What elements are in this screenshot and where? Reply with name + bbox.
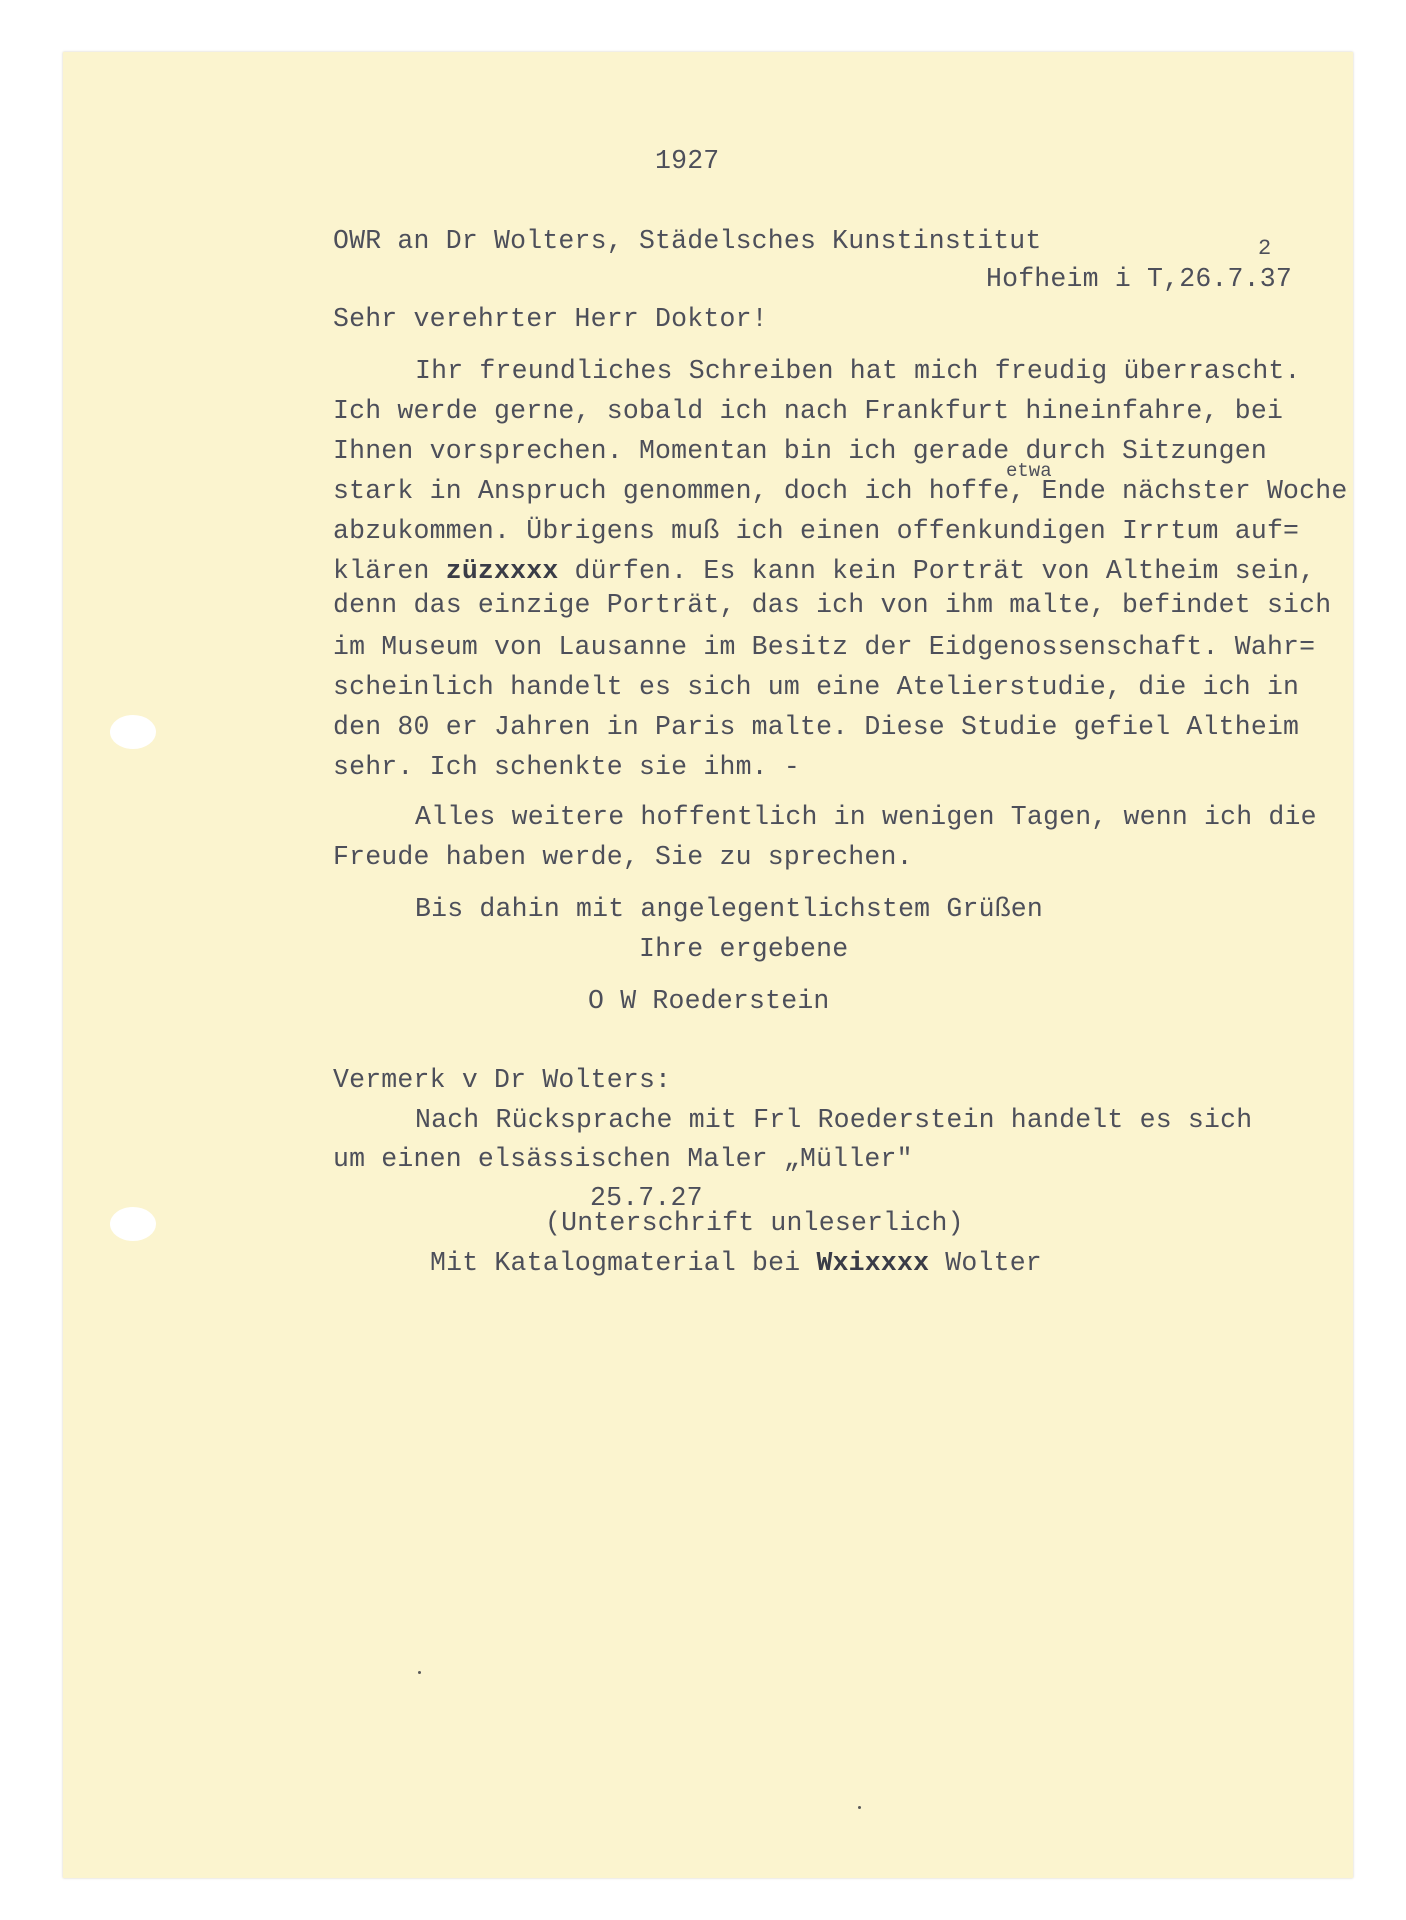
paragraph-1-line-11: sehr. Ich schenkte sie ihm. - (333, 752, 800, 782)
paragraph-1-line-6 (333, 558, 1315, 585)
page-number: 2 (1258, 236, 1272, 261)
paragraph-1-line-9: scheinlich handelt es sich um eine Atelierstudie, die ich in (333, 672, 1300, 702)
salutation: Sehr verehrter Herr Doktor! (333, 304, 768, 334)
note-date: 25.7.27 (590, 1183, 703, 1213)
note-line-1: Nach Rücksprache mit Frl Roederstein handelt es sich (415, 1105, 1253, 1135)
catalog-end: Wolter (929, 1248, 1042, 1278)
paragraph-1-line-8: im Museum von Lausanne im Besitz der Eidgenossenschaft. Wahr= (333, 632, 1316, 662)
letter-header: OWR an Dr Wolters, Städelsches Kunstinstitut (333, 226, 1042, 256)
paragraph-1-line-5: abzukommen. Übrigens muß ich einen offenkundigen Irrtum auf= (333, 516, 1300, 546)
paragraph-1-line-2: Ich werde gerne, sobald ich nach Frankfurt hineinfahre, bei (333, 396, 1284, 426)
struck-out-name: Wxixxxx (816, 1248, 930, 1278)
place-date: Hofheim i T,26.7.37 (986, 264, 1292, 294)
paragraph-1-line-3: Ihnen vorsprechen. Momentan bin ich gerade durch Sitzungen (333, 436, 1267, 466)
paragraph-1-line-4: stark in Anspruch genommen, doch ich hoffe, Ende nächster Woche (333, 476, 1348, 506)
line-6-end: dürfen. Es kann kein Porträt von Altheim sein, (558, 556, 1316, 586)
catalog-start: Mit Katalogmaterial bei (430, 1248, 817, 1278)
closing-line-2: Ihre ergebene (639, 934, 849, 964)
paper-speck-2 (858, 1806, 861, 1809)
paragraph-1-line-1: Ihr freundliches Schreiben hat mich freudig überrascht. (415, 356, 1301, 386)
note-catalog (430, 1250, 1042, 1277)
paragraph-2-line-1: Alles weitere hoffentlich in wenigen Tagen, wenn ich die (415, 802, 1317, 832)
signature: O W Roederstein (588, 986, 830, 1016)
paper-speck-1 (418, 1671, 421, 1674)
line-6-start: klären (333, 556, 446, 586)
closing-line-1: Bis dahin mit angelegentlichstem Grüßen (415, 894, 1044, 924)
paragraph-1-line-7: denn das einzige Porträt, das ich von ihm malte, befindet sich (333, 590, 1332, 620)
note-heading: Vermerk v Dr Wolters: (333, 1065, 672, 1095)
note-line-2: um einen elsässischen Maler „Müller" (333, 1144, 913, 1174)
punch-hole-top (110, 715, 156, 749)
paragraph-1-line-10: den 80 er Jahren in Paris malte. Diese Studie gefiel Altheim (333, 712, 1300, 742)
note-signature: (Unterschrift unleserlich) (545, 1208, 964, 1238)
year-heading: 1927 (655, 146, 720, 176)
struck-out-word: züzxxxx (445, 556, 559, 586)
handwritten-insert: etwa (1006, 460, 1052, 482)
punch-hole-bottom (110, 1207, 156, 1241)
paragraph-2-line-2: Freude haben werde, Sie zu sprechen. (333, 842, 913, 872)
